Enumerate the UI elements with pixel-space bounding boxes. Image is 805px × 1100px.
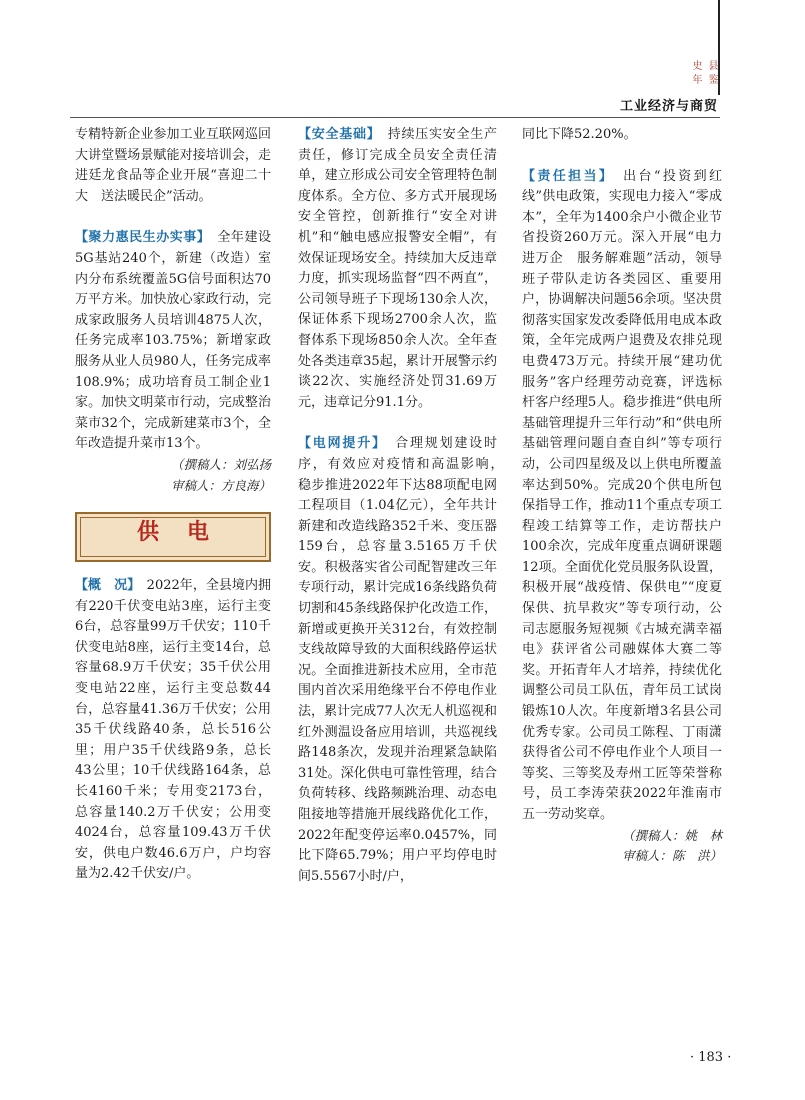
paragraph (298, 434, 511, 887)
paragraph-text: 全年建设5G基站240个，新建（改造）室内分布系统覆盖5G信号面积达70万平方米。加快放心家政行动，完成家政服务人员培训4875人次，任务完成率103.75%；新增家政服务从业人员980人，任务完成率108.9%；成功培育员工制企业1家。加快文明菜市行动，完成整治菜市32个，完成新建菜市3个，全年改造提升菜市13个。 (75, 230, 271, 452)
logo-char: 县 (708, 61, 719, 72)
banner-title: 供电 (136, 519, 237, 546)
section-heading: 【安全基础】 (298, 127, 374, 142)
logo-char: 鉴 (708, 75, 719, 86)
yearbook-logo (690, 60, 724, 90)
chapter-banner (75, 512, 271, 562)
paragraph: 同比下降52.20%。 (522, 127, 637, 142)
logo-char: 史 (692, 61, 703, 72)
column-2 (298, 125, 511, 887)
section-heading: 【电网提升】 (298, 436, 381, 452)
section-title: 工业经济与商贸 (619, 99, 718, 114)
author-credit: （撰稿人：刘弘扬 (170, 456, 271, 472)
section-heading: 【概 况】 (75, 578, 134, 594)
paragraph: 专精特新企业参加工业互联网巡回大讲堂暨场景赋能对接培训会，走进廷龙食品等企业开展“喜迎二十大 送法暖民企”活动。 (75, 127, 271, 204)
reviewer-credit: 审稿人：方良海） (170, 477, 271, 493)
paragraph-text: 出台“投资到红线”供电政策，实现电力接入“零成本”，全年为1400余户小微企业节省投资260万元。深入开展“电力进万企 服务解难题”活动，领导班子带队走访各类园区、重要用户，协调解决问题56余项。坚决贯彻落实国家发改委降低用电成本政策，全年完成两户退费及农排兑现电费473万元。持续开展“建功优服务”客户经理劳动竞赛，评选标杆客户经理5人。稳步推进“供电所基础管理提升三年行动”和“供电所基础管理问题自查自纠”等专项行动，公司四星级及以上供电所覆盖率达到50%。完成20个供电所包保指导工作，推动11个重点专项工程竣工结算等工作，走访帮扶户100余次，完成年度重点调研课题12项。全面优化党员服务队设置，积极开展“战疫情、保供电”“度夏保供、抗旱救灾”等专项行动，公司志愿服务短视频《古城充满幸福电》获评省公司融媒体大赛二等奖。开拓青年人才培养，持续优化调整公司员工队伍，青年员工试岗锻炼10人次。年度新增3名县公司优秀专家。公司员工陈程、丁雨潇获得省公司不停电作业个人项目一等奖、三等奖及寿州工匠等荣誉称号，员工李涛荣获2022年淮南市五一劳动奖章。 (522, 168, 722, 822)
reviewer-credit: 审稿人：陈 洪） (621, 848, 722, 864)
author-credit: （撰稿人：姚 林 (621, 827, 722, 843)
paragraph (75, 228, 271, 455)
header-rule (70, 117, 720, 118)
paragraph-text: 2022年，全县境内拥有220千伏变电站3座，运行主变6台，总容量99万千伏安；110千伏变电站8座，运行主变14台，总容量68.9万千伏安；35千伏公用变电站22座，运行主变总数44台，总容量41.36万千伏安；公用35千伏线路40条，总长516公里；用户35千伏线路9条，总长43公里；10千伏线路164条，总长4160千米；专用变2173台，总容量140.2万千伏安；公用变4024台，总容量109.43万千伏安，供电户数46.6万户，户均容量为2.42千伏安/户。 (75, 578, 271, 882)
column-3 (522, 125, 722, 867)
paragraph-text: 持续压实安全生产责任，修订完成全员安全责任清单，建立形成公司安全管理特色制度体系。全方位、多方式开展现场安全管控，创新推行“安全对讲机”和“触电感应报警安全帽”，有效保证现场安全。持续加大反违章力度，抓实现场监督“四不两直”，公司领导班子下现场130余人次，保证体系下现场2700余人次，监督体系下现场850余人次。全年查处各类违章35起，累计开展警示约谈22次、实施经济处罚31.69万元，违章记分91.1分。 (298, 127, 497, 410)
section-heading: 【聚力惠民生办实事】 (75, 230, 204, 246)
section-heading: 【责任担当】 (522, 168, 608, 184)
page-number: · 183 · (690, 1050, 732, 1065)
paragraph (75, 576, 271, 885)
column-1 (75, 125, 271, 885)
paragraph (522, 167, 722, 826)
paragraph-text: 合理规划建设时序，有效应对疫情和高温影响， 稳步推进2022年下达88项配电网工程项目（1.04亿元），全年共计新建和改造线路352千米、变压器159台，总容量3.5165万千伏安。积极落实省公司配智建改三年专项行动，累计完成16条线路负荷切割和45条线路保护化改造工作，新增或更换开关312台，有效控制支线故障导致的大面积线路停运状况。全面推进新技术应用，全市范围内首次采用绝缘平台不停电作业法，累计完成77人次无人机巡视和红外测温设备应用培训，共巡视线路148条次，发现并治理紧急缺陷31处。深化供电可靠性管理，结合负荷转移、线路频跳治理、动态电阻接地等措施开展线路优化工作，2022年配变停运率0.0457%，同比下降65.79%；用户平均停电时间5.5567小时/户， (298, 436, 511, 884)
logo-char: 年 (692, 75, 703, 86)
paragraph (298, 125, 497, 413)
